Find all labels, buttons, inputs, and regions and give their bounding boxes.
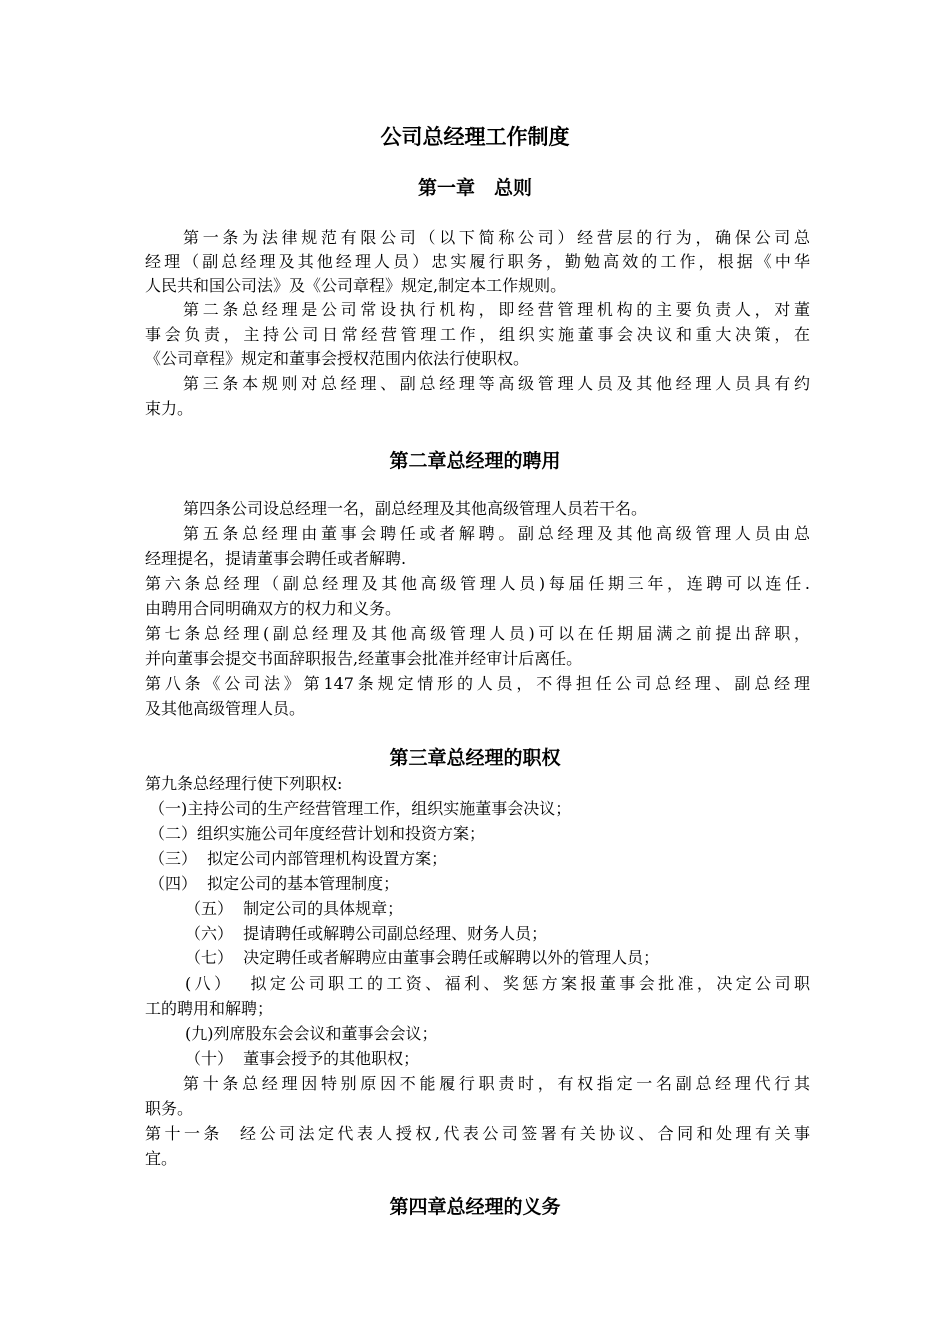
paragraph-line: 经理（副总经理及其他经理人员）忠实履行职务，勤勉高效的工作，根据《中华 [145,252,810,271]
list-item: （二）组织实施公司年度经营计划和投资方案； [149,824,486,843]
list-item: （五） 制定公司的具体规章； [185,899,404,918]
paragraph-line: 由聘用合同明确双方的权力和义务。 [145,599,402,618]
chapter-heading-2: 第二章总经理的聘用 [389,450,561,472]
list-item: （十） 董事会授予的其他职权； [185,1049,420,1068]
paragraph-line: 《公司章程》规定和董事会授权范围内依法行使职权。 [145,349,530,368]
chapter-heading-4: 第四章总经理的义务 [389,1196,561,1218]
list-item: （三） 拟定公司内部管理机构设置方案； [149,849,448,868]
paragraph-line: 事会负责，主持公司日常经营管理工作，组织实施董事会决议和重大决策，在 [145,325,810,344]
paragraph-line: 职务。 [145,1099,194,1118]
list-item: （六） 提请聘任或解聘公司副总经理、财务人员； [185,924,548,943]
paragraph-line: 第十条总经理因特别原因不能履行职责时，有权指定一名副总经理代行其 [183,1074,810,1093]
paragraph-line: 经理提名，提请董事会聘任或者解聘. [145,549,407,568]
chapter-heading-3: 第三章总经理的职权 [389,747,561,769]
paragraph-line: 第九条总经理行使下列职权: [145,774,343,793]
paragraph-line: 第二条总经理是公司常设执行机构，即经营管理机构的主要负责人，对董 [183,300,810,319]
paragraph-line: 第一条为法律规范有限公司（以下简称公司）经营层的行为，确保公司总 [183,228,810,247]
paragraph-line: 第五条总经理由董事会聘任或者解聘。副总经理及其他高级管理人员由总 [183,524,810,543]
list-item: (九)列席股东会会议和董事会会议； [185,1024,438,1043]
chapter-heading-1: 第一章 总则 [417,177,532,199]
paragraph-line: 第七条总经理(副总经理及其他高级管理人员)可以在任期届满之前提出辞职， [145,624,810,643]
paragraph-line: 第三条本规则对总经理、副总经理等高级管理人员及其他经理人员具有约 [183,374,810,393]
list-item: （七） 决定聘任或者解聘应由董事会聘任或解聘以外的管理人员； [185,948,660,967]
paragraph-line: 及其他高级管理人员。 [145,699,306,718]
paragraph-line: 并向董事会提交书面辞职报告,经董事会批准并经审计后离任。 [145,649,583,668]
paragraph-line: 第四条公司设总经理一名，副总经理及其他高级管理人员若干名。 [183,499,648,518]
list-item: (八） 拟定公司职工的工资、福利、奖惩方案报董事会批准，决定公司职 [185,974,810,993]
paragraph-line: 人民共和国公司法》及《公司章程》规定,制定本工作规则。 [145,276,567,295]
page-title: 公司总经理工作制度 [380,125,570,149]
list-item-continuation: 工的聘用和解聘； [145,999,274,1018]
paragraph-line: 宜。 [145,1149,178,1168]
paragraph-line: 第六条总经理（副总经理及其他高级管理人员)每届任期三年，连聘可以连任. [145,574,810,593]
list-item: （四） 拟定公司的基本管理制度； [149,874,400,893]
paragraph-line: 第十一条 经公司法定代表人授权,代表公司签署有关协议、合同和处理有关事 [145,1124,810,1143]
list-item: （一)主持公司的生产经营管理工作，组织实施董事会决议； [149,799,572,818]
paragraph-line: 第八条《公司法》第147条规定情形的人员，不得担任公司总经理、副总经理 [145,674,810,693]
paragraph-line: 束力。 [145,399,194,418]
